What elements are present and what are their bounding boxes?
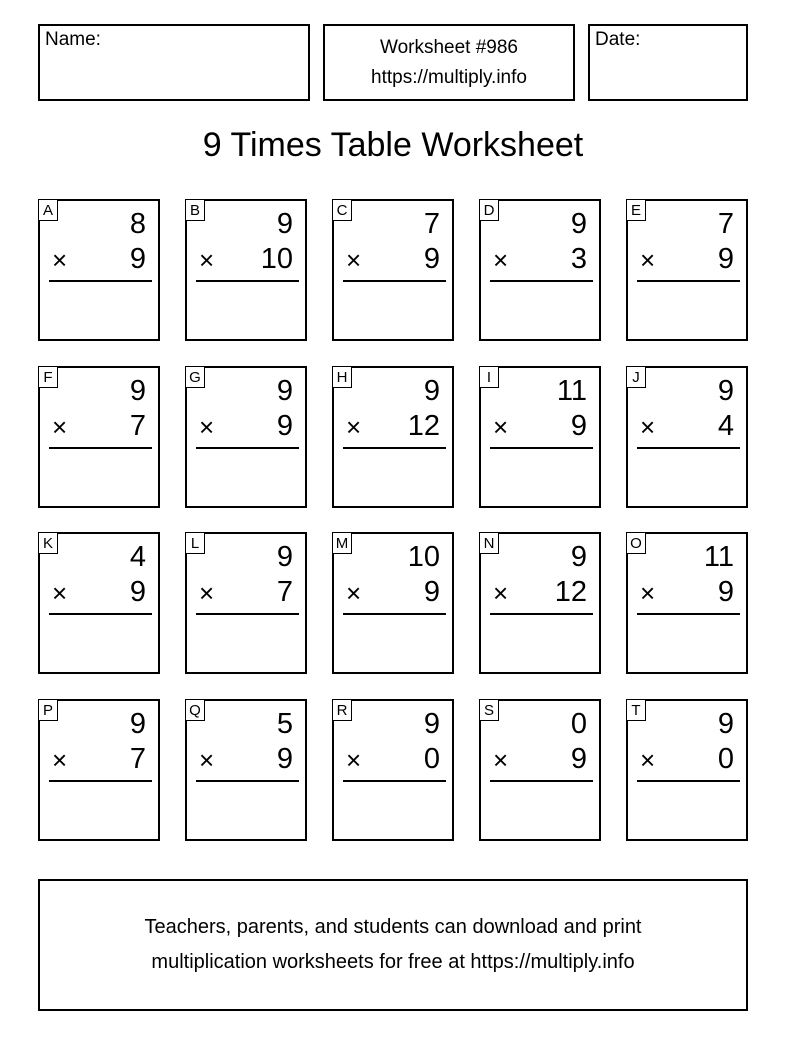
- problem-cell[interactable]: [626, 199, 748, 341]
- name-field[interactable]: [38, 24, 310, 101]
- multiply-sign: ×: [346, 412, 362, 442]
- problem-letter: S: [479, 699, 499, 721]
- problem-cell[interactable]: [185, 699, 307, 841]
- problem-letter: M: [332, 532, 352, 554]
- answer-line: [196, 780, 299, 782]
- worksheet-url: https://multiply.info: [371, 66, 527, 88]
- worksheet-info-box: [323, 24, 575, 101]
- multiplier: 10: [260, 243, 293, 275]
- problem-letter: B: [185, 199, 205, 221]
- multiplicand: 9: [276, 208, 293, 240]
- problem-cell[interactable]: [479, 532, 601, 674]
- multiply-sign: ×: [640, 745, 656, 775]
- problem-letter: A: [38, 199, 58, 221]
- problem-cell[interactable]: [38, 699, 160, 841]
- multiplier: 12: [554, 576, 587, 608]
- multiplier: 0: [423, 743, 440, 775]
- multiplier: 9: [423, 243, 440, 275]
- problem-cell[interactable]: [626, 366, 748, 508]
- multiplicand: 9: [717, 708, 734, 740]
- footer-line-1: Teachers, parents, and students can download and print: [144, 916, 642, 938]
- multiplier: 9: [276, 410, 293, 442]
- multiplier: 9: [276, 743, 293, 775]
- answer-line: [490, 780, 593, 782]
- problem-letter: N: [479, 532, 499, 554]
- multiply-sign: ×: [52, 745, 68, 775]
- multiply-sign: ×: [640, 245, 656, 275]
- multiplier: 9: [717, 576, 734, 608]
- answer-line: [637, 780, 740, 782]
- date-label: Date:: [595, 29, 641, 50]
- multiply-sign: ×: [346, 245, 362, 275]
- multiplier: 7: [276, 576, 293, 608]
- multiplier: 7: [129, 410, 146, 442]
- multiply-sign: ×: [493, 578, 509, 608]
- multiplicand: 7: [423, 208, 440, 240]
- multiply-sign: ×: [493, 245, 509, 275]
- problem-cell[interactable]: [479, 699, 601, 841]
- multiply-sign: ×: [346, 745, 362, 775]
- multiply-sign: ×: [640, 578, 656, 608]
- multiplicand: 9: [717, 375, 734, 407]
- problem-cell[interactable]: [38, 532, 160, 674]
- answer-line: [196, 447, 299, 449]
- answer-line: [49, 280, 152, 282]
- footer-box: [38, 879, 748, 1011]
- answer-line: [343, 280, 446, 282]
- problem-cell[interactable]: [626, 699, 748, 841]
- multiplicand: 5: [276, 708, 293, 740]
- multiply-sign: ×: [52, 578, 68, 608]
- multiplicand: 9: [276, 375, 293, 407]
- multiply-sign: ×: [199, 245, 215, 275]
- multiply-sign: ×: [199, 745, 215, 775]
- multiplicand: 7: [717, 208, 734, 240]
- problem-cell[interactable]: [38, 199, 160, 341]
- worksheet-number: Worksheet #986: [379, 36, 518, 58]
- multiplicand: 9: [129, 708, 146, 740]
- multiply-sign: ×: [640, 412, 656, 442]
- answer-line: [343, 613, 446, 615]
- problem-letter: E: [626, 199, 646, 221]
- multiply-sign: ×: [346, 578, 362, 608]
- problem-letter: P: [38, 699, 58, 721]
- problem-letter: R: [332, 699, 352, 721]
- problem-letter: J: [626, 366, 646, 388]
- multiply-sign: ×: [52, 412, 68, 442]
- problem-letter: Q: [185, 699, 205, 721]
- problem-letter: T: [626, 699, 646, 721]
- multiplier: 12: [407, 410, 440, 442]
- problem-letter: F: [38, 366, 58, 388]
- multiplicand: 9: [423, 375, 440, 407]
- problem-cell[interactable]: [185, 366, 307, 508]
- multiplier: 9: [570, 410, 587, 442]
- answer-line: [343, 780, 446, 782]
- multiplicand: 8: [129, 208, 146, 240]
- problem-cell[interactable]: [332, 532, 454, 674]
- multiplier: 7: [129, 743, 146, 775]
- problem-letter: O: [626, 532, 646, 554]
- multiplicand: 11: [703, 541, 734, 573]
- multiplicand: 10: [407, 541, 440, 573]
- problem-letter: H: [332, 366, 352, 388]
- multiplicand: 0: [570, 708, 587, 740]
- multiplicand: 11: [556, 375, 587, 407]
- answer-line: [490, 613, 593, 615]
- answer-line: [490, 280, 593, 282]
- problem-cell[interactable]: [479, 366, 601, 508]
- answer-line: [637, 447, 740, 449]
- answer-line: [196, 280, 299, 282]
- multiplicand: 9: [129, 375, 146, 407]
- problem-cell[interactable]: [38, 366, 160, 508]
- problem-letter: D: [479, 199, 499, 221]
- answer-line: [196, 613, 299, 615]
- problem-letter: G: [185, 366, 205, 388]
- answer-line: [343, 447, 446, 449]
- multiplier: 4: [717, 410, 734, 442]
- multiplier: 3: [570, 243, 587, 275]
- problem-cell[interactable]: [332, 199, 454, 341]
- multiplier: 9: [423, 576, 440, 608]
- answer-line: [637, 280, 740, 282]
- multiply-sign: ×: [493, 745, 509, 775]
- problem-letter: I: [479, 366, 499, 388]
- answer-line: [490, 447, 593, 449]
- multiply-sign: ×: [199, 412, 215, 442]
- multiplicand: 9: [570, 541, 587, 573]
- name-label: Name:: [45, 29, 101, 50]
- multiplicand: 9: [570, 208, 587, 240]
- answer-line: [637, 613, 740, 615]
- date-field[interactable]: [588, 24, 748, 101]
- answer-line: [49, 613, 152, 615]
- problem-cell[interactable]: [185, 199, 307, 341]
- multiplicand: 9: [276, 541, 293, 573]
- page-title: 9 Times Table Worksheet: [202, 126, 584, 164]
- multiplier: 9: [717, 243, 734, 275]
- problem-cell[interactable]: [626, 532, 748, 674]
- multiply-sign: ×: [493, 412, 509, 442]
- answer-line: [49, 447, 152, 449]
- multiply-sign: ×: [199, 578, 215, 608]
- problem-cell[interactable]: [185, 532, 307, 674]
- problem-cell[interactable]: [332, 366, 454, 508]
- multiplier: 9: [129, 576, 146, 608]
- multiplicand: 9: [423, 708, 440, 740]
- multiplier: 9: [129, 243, 146, 275]
- problem-letter: L: [185, 532, 205, 554]
- multiplier: 0: [717, 743, 734, 775]
- problem-letter: C: [332, 199, 352, 221]
- multiplier: 9: [570, 743, 587, 775]
- problem-cell[interactable]: [332, 699, 454, 841]
- footer-line-2: multiplication worksheets for free at https://multiply.info: [151, 951, 635, 973]
- problem-letter: K: [38, 532, 58, 554]
- problem-cell[interactable]: [479, 199, 601, 341]
- multiplicand: 4: [129, 541, 146, 573]
- multiply-sign: ×: [52, 245, 68, 275]
- answer-line: [49, 780, 152, 782]
